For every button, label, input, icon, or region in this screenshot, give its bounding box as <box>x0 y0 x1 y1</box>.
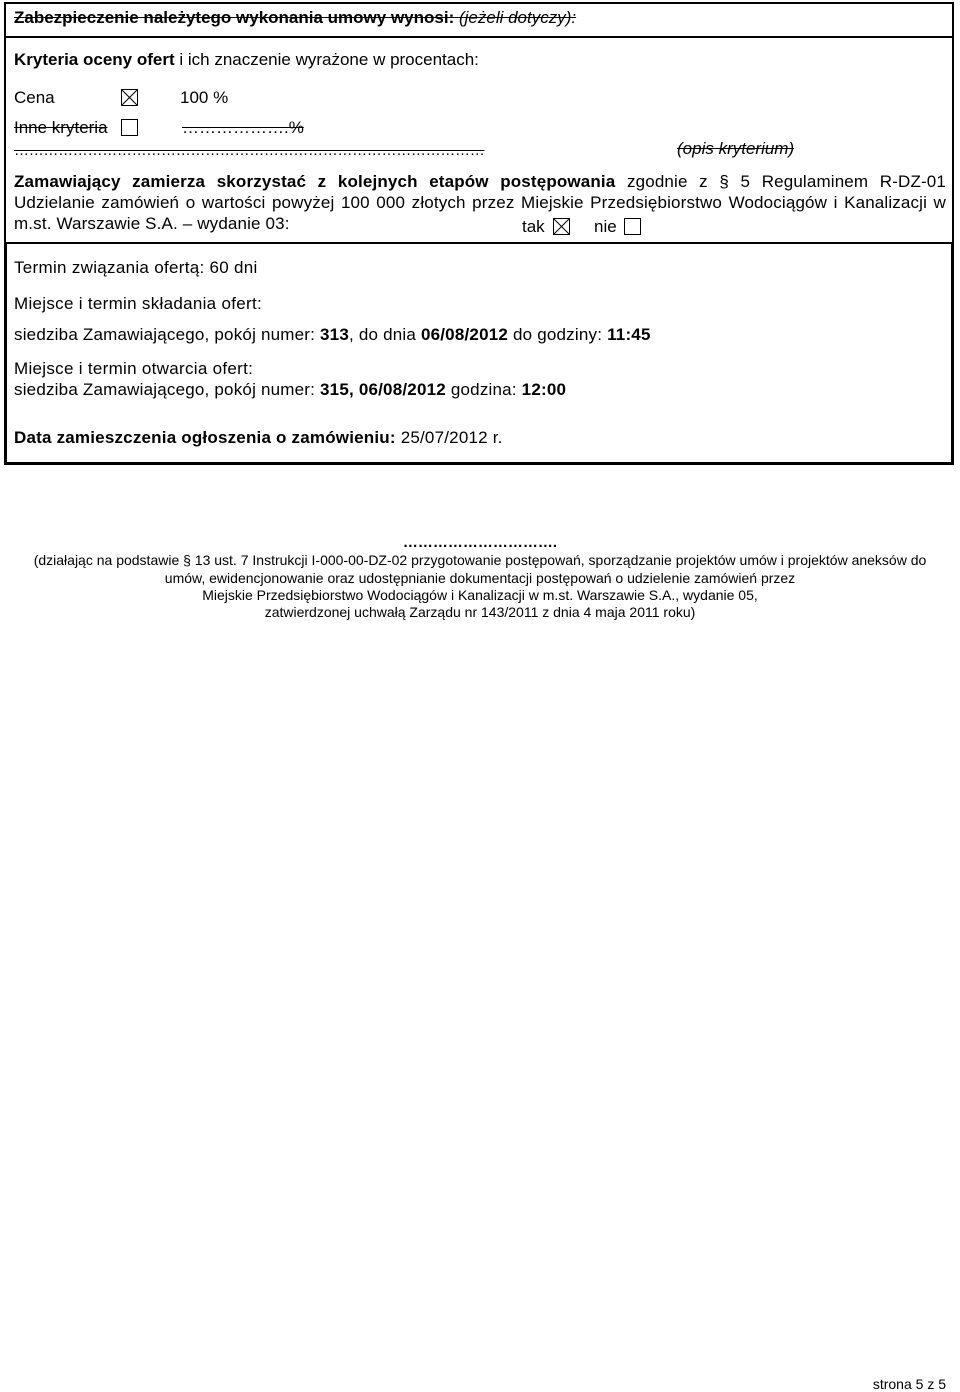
performance-bond-label: Zabezpieczenie należytego wykonania umowy wynosi: <box>14 8 455 27</box>
footer-line-4: zatwierdzonej uchwałą Zarządu nr 143/2011 z dnia 4 maja 2011 roku) <box>264 604 696 620</box>
offer-validity-term: Termin związania ofertą: 60 dni <box>14 258 258 277</box>
other-criteria-value: ……………….% <box>182 118 304 137</box>
submission-heading: Miejsce i termin składania ofert: <box>14 294 262 313</box>
checkbox-checked-icon[interactable] <box>121 89 137 105</box>
submission-details <box>14 325 651 345</box>
publication-date-row <box>14 428 503 448</box>
criteria-heading <box>14 50 479 70</box>
criterion-description-dots: …………………………………………………………………………………… <box>14 142 485 159</box>
stages-yes-label: tak <box>522 217 545 236</box>
stages-regular-text: zgodnie z § 5 Regulaminem R-DZ-01 Udzielanie zamówień o wartości powyżej 100 000 złotych przez Miejskie Przedsiębiorstwo Wodociągów i Kanalizacji w m.st. Warszawie S.A. – wydanie 03: <box>14 172 947 233</box>
footer-line-2: umów, ewidencjonowanie oraz udostępnianie dokumentacji postępowań o udzielenie zamówień przez <box>164 570 796 586</box>
footer-line-1: (działając na podstawie § 13 ust. 7 Instrukcji I-000-00-DZ-02 przygotowanie postępowań, sporządzanie projektów umów i projektów aneksów do <box>33 552 927 568</box>
checkbox-empty-icon[interactable] <box>121 119 137 135</box>
criterion-description-label: (opis kryterium) <box>677 139 795 158</box>
checkbox-checked-icon[interactable] <box>553 218 569 234</box>
stages-no-label: nie <box>594 217 617 236</box>
other-criteria-label: Inne kryteria <box>14 118 108 137</box>
price-label: Cena <box>14 88 55 107</box>
stages-bold-text: Zamawiający zamierza skorzystać z kolejnych etapów postępowania <box>14 172 616 191</box>
criteria-heading-rest: i ich znaczenie wyrażone w procentach: <box>179 50 479 69</box>
performance-bond-line <box>14 8 576 28</box>
opening-text-1: siedziba Zamawiającego, pokój numer: <box>14 380 316 399</box>
price-value: 100 % <box>180 88 229 107</box>
submission-text-1: siedziba Zamawiającego, pokój numer: <box>14 325 316 344</box>
price-criterion-row <box>14 88 55 108</box>
performance-bond-note: (jeżeli dotyczy): <box>458 8 577 27</box>
criteria-heading-bold: Kryteria oceny ofert <box>14 50 175 69</box>
submission-text-2: , do dnia <box>348 325 417 344</box>
stages-paragraph <box>14 171 946 234</box>
submission-date: 06/08/2012 <box>420 325 509 344</box>
submission-room: 313 <box>320 325 349 344</box>
opening-details <box>14 380 566 400</box>
opening-text-2: godzina: <box>450 380 517 399</box>
signature-dots: …………………………. <box>402 534 558 551</box>
publication-label: Data zamieszczenia ogłoszenia o zamówieniu: <box>14 428 396 447</box>
footer-line-3: Miejskie Przedsiębiorstwo Wodociągów i Kanalizacji w m.st. Warszawie S.A., wydanie 05, <box>202 587 758 603</box>
opening-time: 12:00 <box>521 380 567 399</box>
submission-time: 11:45 <box>607 325 651 344</box>
opening-heading: Miejsce i termin otwarcia ofert: <box>14 359 254 378</box>
page-number: strona 5 z 5 <box>872 1376 946 1392</box>
publication-date: 25/07/2012 r. <box>400 428 503 447</box>
checkbox-empty-icon[interactable] <box>624 218 640 234</box>
opening-room-date: 315, 06/08/2012 <box>320 380 446 399</box>
submission-text-3: do godziny: <box>512 325 603 344</box>
